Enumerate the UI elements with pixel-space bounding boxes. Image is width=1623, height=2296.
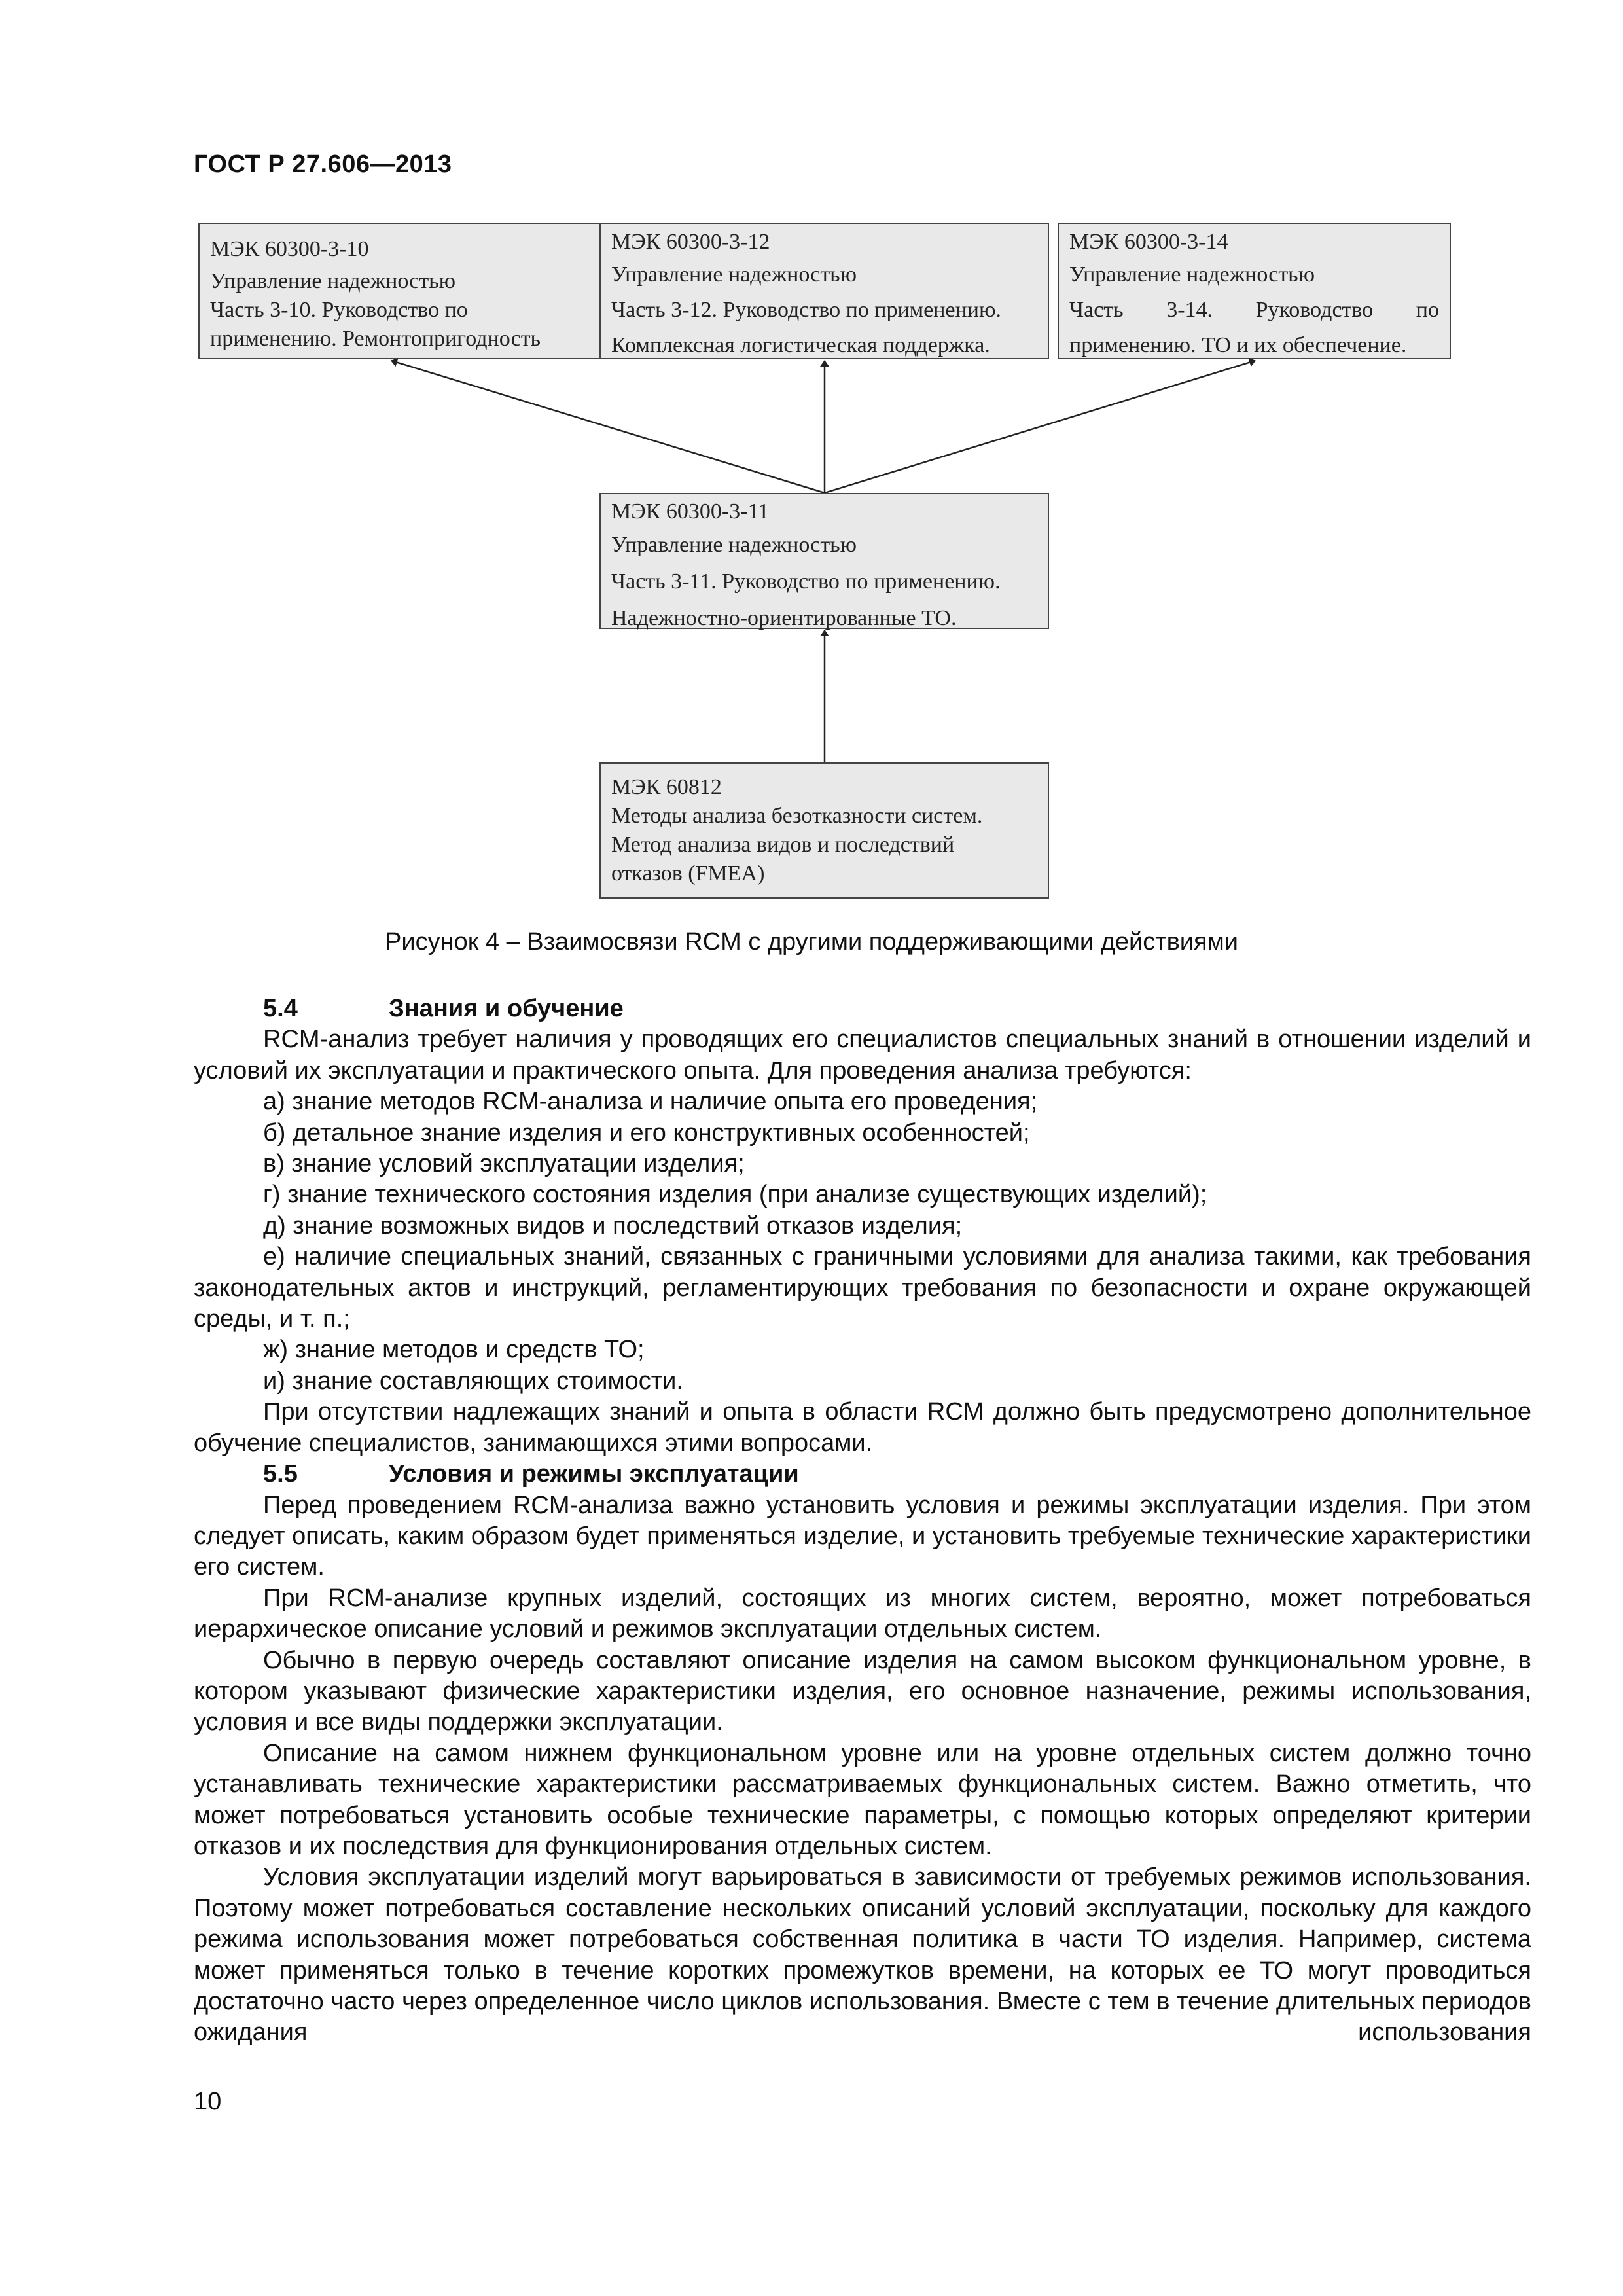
box-line: Метод анализа видов и последствий (611, 833, 955, 857)
section-number: 5.4 (263, 995, 298, 1022)
paragraph: RCM-анализ требует наличия у проводящих его специалистов специальных знаний в отношении изделий и условий их эксплуатации и практического опыта. Для проведения анализа требуются: (194, 1026, 1531, 1085)
list-item: и) знание составляющих стоимости. (263, 1367, 683, 1395)
paragraph: Перед проведением RCM-анализа важно установить условия и режимы эксплуатации изделия. При этом следует описать, каким образом будет применяться изделие, и установить требуемые технические характеристики его систем. (194, 1491, 1531, 1581)
box-word: Руководство (1255, 298, 1374, 322)
box-line: Часть 3-10. Руководство по (210, 298, 468, 322)
paragraph: При RCM-анализе крупных изделий, состоящих из многих систем, вероятно, может потребоваться иерархическое описание условий и режимов эксплуатации отдельных систем. (194, 1584, 1531, 1643)
document-body (194, 994, 1531, 2049)
section-title: Условия и режимы эксплуатации (389, 1460, 799, 1488)
box-line: Часть 3-11. Руководство по применению. (611, 569, 1001, 594)
diagram-arrows (0, 0, 1623, 916)
section-heading-5-4 (194, 994, 1531, 1024)
box-line: МЭК 60300-3-10 (210, 237, 369, 261)
box-line: МЭК 60812 (611, 775, 722, 799)
box-line: Управление надежностью (1069, 262, 1315, 287)
section-title: Знания и обучение (389, 995, 624, 1022)
box-word: 3-14. (1166, 298, 1213, 322)
box-line: Управление надежностью (611, 533, 857, 557)
section-heading-5-5 (194, 1459, 1531, 1490)
box-line: отказов (FMEA) (611, 861, 765, 886)
box-line: МЭК 60300-3-12 (611, 230, 770, 254)
paragraph: Описание на самом нижнем функциональном уровне или на уровне отдельных систем должно точно устанавливать технические характеристики рассматриваемых функциональных систем. Важно отметить, что может потребоваться установить особые технические параметры, с помощью которых определяют критерии отказов и их последствия для функционирования отдельных систем. (194, 1739, 1531, 1860)
page-number: 10 (194, 2088, 222, 2115)
box-word: Часть (1069, 298, 1124, 322)
list-item: в) знание условий эксплуатации изделия; (263, 1150, 745, 1178)
box-line: Методы анализа безотказности систем. (611, 804, 983, 828)
list-item: а) знание методов RCM-анализа и наличие опыта его проведения; (263, 1088, 1038, 1116)
paragraph: При отсутствии надлежащих знаний и опыта в области RCM должно быть предусмотрено дополнительное обучение специалистов, занимающихся этими вопросами. (194, 1398, 1531, 1457)
box-line: МЭК 60300-3-14 (1069, 230, 1228, 254)
box-word: по (1416, 298, 1439, 322)
list-item: г) знание технического состояния изделия (при анализе существующих изделий); (263, 1181, 1207, 1209)
box-line: Часть 3-12. Руководство по применению. (611, 298, 1001, 322)
box-line: Надежностно-ориентированные ТО. (611, 606, 957, 630)
figure-caption: Рисунок 4 – Взаимосвязи RCM с другими поддерживающими действиями (385, 928, 1238, 956)
box-line: Комплексная логистическая поддержка. (611, 333, 990, 357)
list-item: ж) знание методов и средств ТО; (263, 1336, 645, 1364)
paragraph: Условия эксплуатации изделий могут варьироваться в зависимости от требуемых режимов использования. Поэтому может потребоваться составление нескольких описаний условий эксплуатации, поскольку для каждого режима использования может потребоваться собственная политика в части ТО изделия. Например, система может применяться только в течение коротких промежутков времени, на которых ее ТО могут проводиться достаточно часто через определенное число циклов использования. Вместе с тем в течение длительных периодов ожидания использования (194, 1863, 1531, 2047)
box-line: применению. Ремонтопригодность (210, 327, 541, 351)
section-number: 5.5 (263, 1460, 298, 1488)
paragraph: Обычно в первую очередь составляют описание изделия на самом высоком функциональном уровне, в котором указывают физические характеристики изделия, его основное назначение, режимы использования, условия и все виды поддержки эксплуатации. (194, 1646, 1531, 1736)
arrow-to-60300-3-10 (391, 361, 825, 493)
arrow-to-60300-3-14 (825, 361, 1255, 493)
box-line: МЭК 60300-3-11 (611, 499, 770, 524)
box-line: применению. ТО и их обеспечение. (1069, 333, 1407, 357)
box-line: Управление надежностью (210, 269, 456, 293)
list-item: е) наличие специальных знаний, связанных с граничными условиями для анализа такими, как требования законодательных актов и инструкций, регламентирующих требования по безопасности и охране окружающей среды, и т. п.; (194, 1243, 1531, 1333)
document-code: ГОСТ Р 27.606—2013 (194, 151, 452, 178)
list-item: б) детальное знание изделия и его конструктивных особенностей; (263, 1119, 1030, 1147)
box-line: Управление надежностью (611, 262, 857, 287)
list-item: д) знание возможных видов и последствий отказов изделия; (263, 1211, 963, 1240)
